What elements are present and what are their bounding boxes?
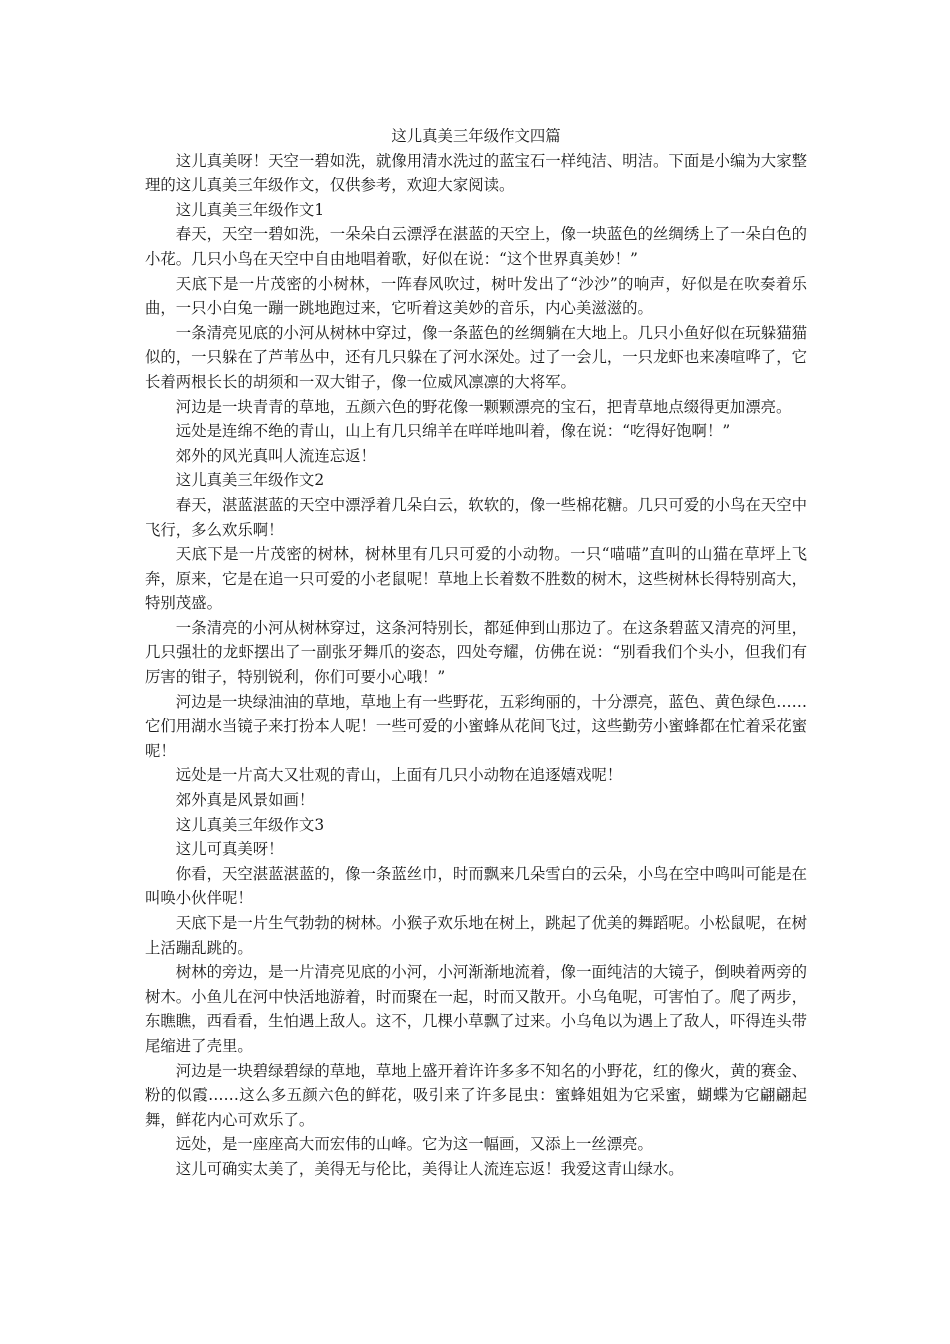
paragraph: 远处是一片高大又壮观的青山，上面有几只小动物在追逐嬉戏呢！ [175,766,623,785]
paragraph: 郊外的风光真叫人流连忘返！ [175,446,376,465]
document-title: 这儿真美三年级作文四篇 [391,127,561,145]
paragraph: 一条清亮见底的小河从树林中穿过，像一条蓝色的丝绸躺在大地上。几只小鱼好似在玩躲猫猫似的，一只躲在了芦苇丛中，还有几只躲在了河水深处。过了一会儿，一只龙虾也来凑喧哗了，它长着两根长长的胡须和一双大钳子，像一位威风凛凛的大将军。 [145,323,807,391]
paragraph-intro: 这儿真美呀！天空一碧如洗，就像用清水洗过的蓝宝石一样纯洁、明洁。下面是小编为大家整理的这儿真美三年级作文，仅供参考，欢迎大家阅读。 [145,151,807,195]
paragraph: 春天，湛蓝湛蓝的天空中漂浮着几朵白云，软软的，像一些棉花糖。几只可爱的小鸟在天空中飞行，多么欢乐啊！ [145,495,807,539]
paragraph: 一条清亮的小河从树林穿过，这条河特别长，都延伸到山那边了。在这条碧蓝又清亮的河里，几只强壮的龙虾摆出了一副张牙舞爪的姿态，四处夸耀，仿佛在说：“别看我们个头小，但我们有厉害的钳子，特别锐利，你们可要小心哦！” [145,618,807,687]
essay-2-heading: 这儿真美三年级作文2 [175,471,325,490]
paragraph: 河边是一块碧绿碧绿的草地，草地上盛开着许许多多不知名的小野花，红的像火，黄的赛金、粉的似霞……这么多五颜六色的鲜花，吸引来了许多昆虫：蜜蜂姐姐为它采蜜，蝴蝶为它翩翩起舞，鲜花内心可欢乐了。 [145,1061,807,1129]
paragraph: 河边是一块绿油油的草地，草地上有一些野花，五彩绚丽的，十分漂亮，蓝色、黄色绿色……它们用湖水当镜子来打扮本人呢！一些可爱的小蜜蜂从花间飞过，这些勤劳小蜜蜂都在忙着采花蜜呢！ [145,692,807,760]
paragraph: 郊外真是风景如画！ [175,791,315,810]
paragraph: 天底下是一片茂密的树林，树林里有几只可爱的小动物。一只“喵喵”直叫的山猫在草坪上飞奔，原来，它是在追一只可爱的小老鼠呢！草地上长着数不胜数的树木，这些树林长得特别高大，特别茂盛。 [145,545,807,613]
paragraph: 树林的旁边，是一片清亮见底的小河，小河渐渐地流着，像一面纯洁的大镜子，倒映着两旁的树木。小鱼儿在河中快活地游着，时而聚在一起，时而又散开。小乌龟呢，可害怕了。爬了两步，东瞧瞧，西看看，生怕遇上敌人。这不，几棵小草飘了过来。小乌龟以为遇上了敌人，吓得连头带尾缩进了壳里。 [145,963,807,1055]
paragraph: 远处，是一座座高大而宏伟的山峰。它为这一幅画，又添上一丝漂亮。 [175,1135,653,1154]
document-page [145,124,807,1182]
paragraph: 这儿可确实太美了，美得无与伦比，美得让人流连忘返！我爱这青山绿水。 [175,1159,684,1178]
paragraph: 远处是连绵不绝的青山，山上有几只绵羊在咩咩地叫着，像在说：“吃得好饱啊！” [175,422,731,441]
paragraph: 河边是一块青青的草地，五颜六色的野花像一颗颗漂亮的宝石，把青草地点缀得更加漂亮。 [175,397,792,416]
paragraph: 你看，天空湛蓝湛蓝的，像一条蓝丝巾，时而飘来几朵雪白的云朵，小鸟在空中鸣叫可能是在叫唤小伙伴呢！ [145,864,807,908]
paragraph: 天底下是一片生气勃勃的树林。小猴子欢乐地在树上，跳起了优美的舞蹈呢。小松鼠呢，在树上活蹦乱跳的。 [145,914,807,957]
essay-3-heading: 这儿真美三年级作文3 [175,815,325,834]
paragraph: 天底下是一片茂密的小树林，一阵春风吹过，树叶发出了“沙沙”的响声，好似是在吹奏着乐曲，一只小白兔一蹦一跳地跑过来，它听着这美妙的音乐，内心美滋滋的。 [145,274,807,318]
essay-1-heading: 这儿真美三年级作文1 [175,200,325,219]
paragraph: 这儿可真美呀！ [175,840,284,859]
paragraph: 春天，天空一碧如洗，一朵朵白云漂浮在湛蓝的天空上，像一块蓝色的丝绸绣上了一朵白色的小花。几只小鸟在天空中自由地唱着歌，好似在说：“这个世界真美妙！” [145,225,807,268]
